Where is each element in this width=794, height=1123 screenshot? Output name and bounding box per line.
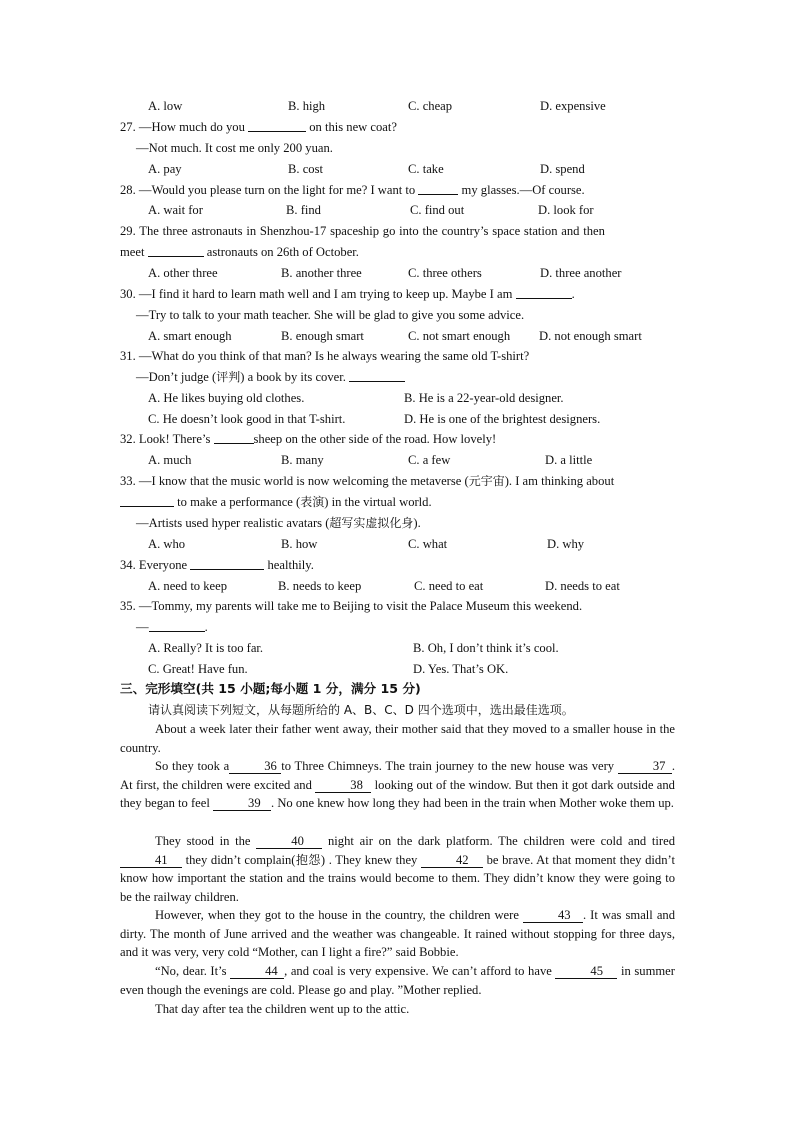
- q33-reply-pre: —Artists used hyper realistic avatars (: [136, 516, 330, 530]
- cloze-blank-41: 41: [120, 854, 182, 868]
- q27-option-c: C. take: [408, 162, 444, 176]
- passage-p3-text-e: be brave. At that moment they didn’t know how important the station and the trains would become to them. They didn’t know they were going to be the railway children.: [120, 852, 675, 904]
- q33-text-cn: 元宇宙: [468, 474, 505, 488]
- passage-p4-text-a: However, when they got to the house in the country, the children were: [155, 908, 519, 922]
- q27-reply: —Not much. It cost me only 200 yuan.: [136, 141, 333, 155]
- cloze-blank-37: 37: [618, 760, 672, 774]
- q32-option-b: B. many: [281, 453, 324, 467]
- q34-stem: [120, 557, 314, 573]
- section-title: [120, 681, 421, 697]
- q26-option-a: A. low: [148, 99, 183, 113]
- passage-p2-text-a: So they took a: [155, 759, 230, 773]
- q27-blank: [248, 119, 306, 132]
- q28-option-c: C. find out: [410, 203, 465, 217]
- q29-stem-line1: 29. The three astronauts in Shenzhou-17 spaceship go into the country’s space station and then: [120, 224, 605, 238]
- q30-option-c: C. not smart enough: [408, 329, 511, 343]
- q29-option-c: C. three others: [408, 266, 482, 280]
- q29-option-a: A. other three: [148, 266, 218, 280]
- q32-option-a: A. much: [148, 453, 192, 467]
- q33-line2-post: ) in the virtual world.: [324, 495, 432, 509]
- q35-option-c: C. Great! Have fun.: [148, 662, 248, 676]
- q34-text-post: healthily.: [267, 558, 314, 572]
- q35-reply: [136, 619, 208, 635]
- q33-option-b: B. how: [281, 537, 318, 551]
- q34-option-a: A. need to keep: [148, 579, 228, 593]
- passage-paragraph-3: [120, 832, 675, 906]
- q30-end: .: [571, 287, 575, 301]
- q28-option-b: B. find: [286, 203, 321, 217]
- q32-blank: [214, 431, 254, 444]
- passage-p3-text-b: night air on the dark platform. The children were cold and tired: [328, 834, 676, 848]
- q33-option-c: C. what: [408, 537, 448, 551]
- q27-text-after: on this new coat?: [309, 120, 397, 134]
- cloze-blank-38: 38: [315, 779, 371, 793]
- q30-option-d: D. not enough smart: [539, 329, 642, 343]
- q33-stem-line1: [120, 473, 614, 489]
- q33-reply-cn: 超写实虚拟化身: [329, 516, 414, 530]
- q28-stem: [120, 182, 585, 198]
- q28-option-d: D. look for: [538, 203, 594, 217]
- q34-option-c: C. need to eat: [414, 579, 484, 593]
- passage-p2-text-c: . At first, the children were excited and: [120, 759, 675, 792]
- q35-option-b: B. Oh, I don’t think it’s cool.: [413, 641, 559, 655]
- q34-blank: [190, 557, 264, 570]
- q28-blank: [418, 182, 458, 195]
- q33-reply: [136, 515, 421, 531]
- q27-option-a: A. pay: [148, 162, 182, 176]
- cloze-blank-40: 40: [256, 835, 322, 849]
- cloze-blank-45: 45: [555, 965, 617, 979]
- passage-p5-text-a: “No, dear. It’s: [155, 964, 227, 978]
- q33-option-d: D. why: [547, 537, 585, 551]
- q31-reply-post: ) a book by its cover.: [240, 370, 346, 384]
- q33-text-post: ). I am thinking about: [504, 474, 615, 488]
- section-instruction: 请认真阅读下列短文，从每题所给的 A、B、C、D 四个选项中，选出最佳选项。: [148, 703, 574, 717]
- q32-option-c: C. a few: [408, 453, 451, 467]
- q30-option-a: A. smart enough: [148, 329, 232, 343]
- passage-paragraph-1: About a week later their father went away, their mother said that they moved to a smaller house in the country.: [120, 722, 675, 755]
- section-title-n2: 1: [312, 681, 322, 696]
- q35-option-d: D. Yes. That’s OK.: [413, 662, 509, 676]
- section-title-cn3: 分，满分: [321, 681, 381, 696]
- q31-stem: 31. —What do you think of that man? Is he always wearing the same old T-shirt?: [120, 349, 530, 363]
- q31-option-b: B. He is a 22-year-old designer.: [404, 391, 564, 405]
- passage-p2-text-e: . No one knew how long they had been in the train when Mother woke them up.: [271, 796, 674, 811]
- passage-p2-text-b: to Three Chimneys. The train journey to the new house was very: [281, 759, 615, 773]
- q31-reply: [136, 369, 405, 385]
- q29-option-b: B. another three: [281, 266, 362, 280]
- q33-stem-line2: [120, 494, 432, 510]
- q33-reply-post: ).: [413, 516, 421, 530]
- passage-paragraph-2: [120, 757, 675, 813]
- cloze-blank-42: 42: [421, 854, 483, 868]
- q29-option-d: D. three another: [540, 266, 622, 280]
- q33-text-pre: 33. —I know that the music world is now welcoming the metaverse (: [120, 474, 469, 488]
- q35-reply-pre: —: [136, 620, 149, 634]
- q27-option-d: D. spend: [540, 162, 585, 176]
- section-title-cn1: 三、完形填空(共: [120, 681, 219, 696]
- q31-option-d: D. He is one of the brightest designers.: [404, 412, 601, 426]
- section-title-cn4: 分): [398, 681, 421, 696]
- section-title-n3: 15: [380, 681, 399, 696]
- q34-text-pre: 34. Everyone: [120, 558, 188, 572]
- q32-option-d: D. a little: [545, 453, 593, 467]
- q31-reply-pre: —Don’t judge (: [136, 370, 217, 384]
- q30-option-b: B. enough smart: [281, 329, 364, 343]
- passage-paragraph-4: [120, 906, 675, 962]
- q28-option-a: A. wait for: [148, 203, 203, 217]
- q35-stem: 35. —Tommy, my parents will take me to Beijing to visit the Palace Museum this weekend.: [120, 599, 583, 613]
- q32-text-post: sheep on the other side of the road. How lovely!: [253, 432, 497, 446]
- q29-blank: [148, 244, 204, 257]
- passage-p3-cn: 抱怨: [295, 852, 321, 867]
- q35-option-a: A. Really? It is too far.: [148, 641, 264, 655]
- section-title-cn2: 小题;每小题: [235, 681, 313, 696]
- q31-option-a: A. He likes buying old clothes.: [148, 391, 305, 405]
- q26-option-c: C. cheap: [408, 99, 453, 113]
- q33-option-a: A. who: [148, 537, 186, 551]
- cloze-blank-43: 43: [523, 909, 583, 923]
- q33-line2-mid: to make a performance (: [177, 495, 301, 509]
- q31-blank: [349, 369, 405, 382]
- q33-line2-cn: 表演: [300, 495, 325, 509]
- q28-text-after: my glasses.—Of course.: [461, 183, 585, 197]
- passage-paragraph-6: That day after tea the children went up to the attic.: [155, 1002, 410, 1016]
- q30-blank: [516, 286, 572, 299]
- q29-stem-line2: [120, 244, 359, 260]
- passage-p4-text-b: . It was small and dirty. The month of June arrived and the weather was changeable. It rained without stopping for three days, and it was very, very cold “Mother, can I light a fire?” said Bobbie.: [120, 908, 675, 960]
- q34-option-b: B. needs to keep: [278, 579, 362, 593]
- q31-reply-cn: 评判: [216, 370, 241, 384]
- passage-p3-text-d: ) . They knew they: [320, 852, 418, 867]
- q32-stem: [120, 431, 496, 447]
- q32-text-pre: 32. Look! There’s: [120, 432, 211, 446]
- q30-text: 30. —I find it hard to learn math well and I am trying to keep up. Maybe I am: [120, 287, 513, 301]
- q27-stem: [120, 119, 397, 135]
- q27-option-b: B. cost: [288, 162, 323, 176]
- q30-stem: [120, 286, 575, 302]
- passage-p3-text-a: They stood in the: [155, 834, 251, 848]
- passage-p2-text-d: looking out of the window. But then it got dark outside and they began to feel: [120, 777, 675, 811]
- q35-reply-post: .: [204, 620, 208, 634]
- passage-p5-text-b: , and coal is very expensive. We can’t afford to have: [284, 964, 552, 978]
- q30-reply: —Try to talk to your math teacher. She will be glad to give you some advice.: [136, 308, 525, 322]
- q35-blank: [149, 619, 205, 632]
- passage-paragraph-5: [120, 962, 675, 999]
- q29-text-post: astronauts on 26th of October.: [206, 245, 359, 259]
- q34-option-d: D. needs to eat: [545, 579, 620, 593]
- q28-text: 28. —Would you please turn on the light for me? I want to: [120, 183, 416, 197]
- q29-text-pre: meet: [120, 245, 145, 259]
- passage-p5-text-c: in summer even though the evenings are cold. Please go and play. ”Mother replied.: [120, 964, 675, 997]
- q26-option-b: B. high: [288, 99, 326, 113]
- q31-option-c: C. He doesn’t look good in that T-shirt.: [148, 412, 346, 426]
- q33-blank: [120, 494, 174, 507]
- section-title-n1: 15: [218, 681, 236, 696]
- cloze-blank-39: 39: [213, 797, 271, 811]
- cloze-blank-44: 44: [230, 965, 284, 979]
- q27-text: 27. —How much do you: [120, 120, 245, 134]
- cloze-blank-36: 36: [229, 760, 281, 774]
- q26-option-d: D. expensive: [540, 99, 606, 113]
- passage-p3-text-c: they didn’t complain(: [185, 852, 296, 867]
